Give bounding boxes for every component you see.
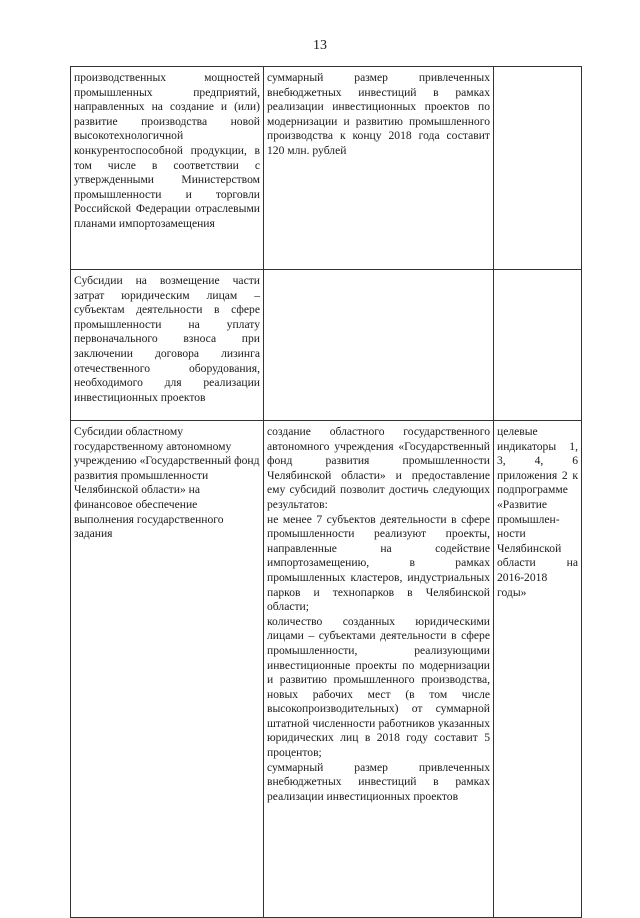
document-table (70, 66, 582, 918)
table-cell-measure (71, 421, 264, 918)
cell-text: целевые индикаторы 1, 3, 4, 6 приложения 2 к подпрограмме «Развитие промышлен-ности Челябинской области на 2016-2018 годы» (497, 425, 578, 599)
table-cell-result (264, 421, 494, 918)
table-row (71, 421, 582, 918)
page-number: 13 (313, 38, 327, 53)
cell-text: производственных мощностей промышленных предприятий, направленных на создание и (или) развитие производства новой высокотехнологичной конкурентоспособной продукции, в том числе в соответствии с утвержденными Министерством промышленности и торговли Российской Федерации отраслевыми планами импортозамещения (74, 71, 260, 230)
cell-paragraph: создание областного государственного автономного учреждения «Государственный фонд развития промышленности Челябинской области» и предоставление ему субсидий позволит достичь следующих результатов: (267, 425, 490, 511)
table-cell-result (264, 67, 494, 270)
cell-text: Субсидии областному государственному автономному учреждению «Государственный фонд развития промышленности Челябинской области» на финансовое обеспечение выполнения государственного задания (74, 425, 260, 541)
cell-text: суммарный размер привлеченных внебюджетных инвестиций в рамках реализации инвестиционных проектов по модернизации и развитию промышленного производства к концу 2018 года составит 120 млн. рублей (267, 71, 490, 157)
table-cell-indicator (494, 67, 582, 270)
cell-paragraph: количество созданных юридическими лицами – субъектами деятельности в сфере промышленности, реализующими инвестиционные проекты по модернизации и развитию промышленного производства, новых рабочих мест (в том числе высокопроизводительных) от суммарной штатной численности работников указанных юридических лиц в 2018 году составит 5 процентов; (267, 614, 490, 760)
cell-text: Субсидии на возмещение части затрат юридическим лицам – субъектам деятельности в сфере промышленности на уплату первоначального взноса при заключении договора лизинга отечественного оборудования, необходимого для реализации инвестиционных проектов (74, 274, 260, 404)
cell-paragraph: не менее 7 субъектов деятельности в сфере промышленности реализуют проекты, направленные на содействие импортозамещению, в рамках промышленных кластеров, индустриальных парков и технопарков в Челябинской области; (267, 512, 490, 614)
table-row (71, 67, 582, 270)
table-cell-indicator (494, 421, 582, 918)
table-cell-measure (71, 270, 264, 421)
table-row (71, 270, 582, 421)
cell-paragraph: суммарный размер привлеченных внебюджетных инвестиций в рамках реализации инвестиционных проектов (267, 760, 490, 803)
table-cell-indicator (494, 270, 582, 421)
table-cell-result (264, 270, 494, 421)
table-cell-measure (71, 67, 264, 270)
